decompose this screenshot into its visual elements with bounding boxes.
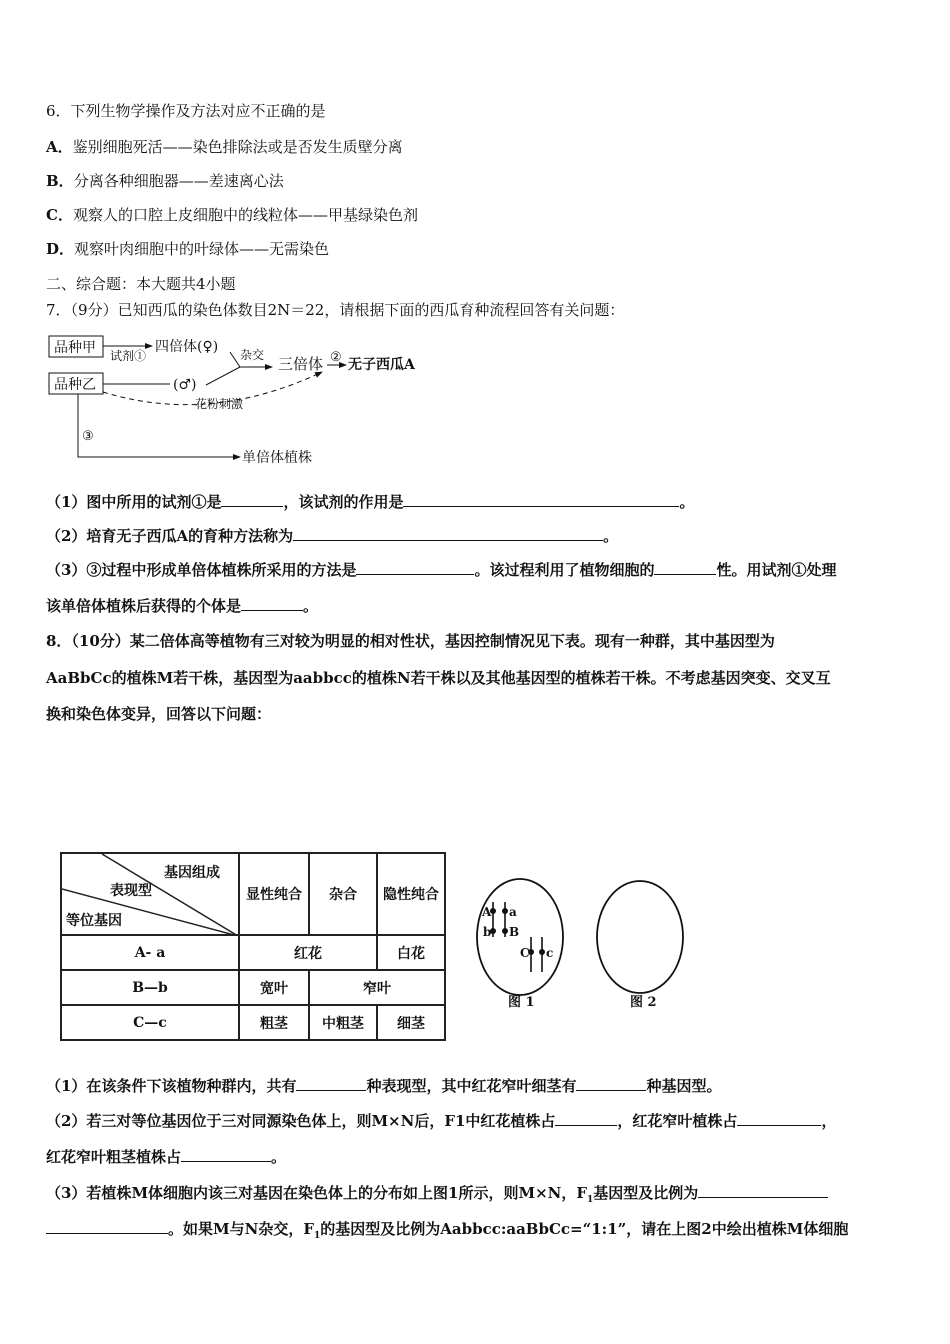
answer-blank[interactable] — [46, 1219, 168, 1234]
answer-blank[interactable] — [241, 596, 303, 611]
table-cell: 窄叶 — [309, 970, 445, 1005]
subscript: 1 — [313, 1231, 321, 1241]
q7-part3-cont — [46, 596, 318, 616]
answer-blank[interactable] — [576, 1076, 646, 1091]
breeding-flow-diagram — [40, 325, 460, 470]
answer-blank[interactable] — [356, 560, 474, 575]
text: 。该过程利用了植物细胞的 — [474, 561, 655, 579]
q8-part1 — [46, 1076, 721, 1096]
text: 。 — [271, 1148, 287, 1166]
q7-part2 — [46, 526, 618, 546]
answer-blank[interactable] — [654, 560, 716, 575]
gene-label: b — [483, 925, 492, 939]
q6-option-a — [46, 137, 403, 157]
gene-label: A — [482, 905, 492, 919]
text: （1）在该条件下该植物种群内，共有 — [46, 1077, 297, 1095]
answer-blank[interactable] — [737, 1111, 821, 1126]
q8-stem-1: 8．（10分）某二倍体高等植物有三对较为明显的相对性状，基因控制情况见下表。现有一种群，其中基因型为 — [46, 632, 775, 650]
variety-jia-label: 品种甲 — [54, 340, 96, 356]
gene-label: a — [509, 905, 517, 919]
text: 。如果M与N杂交，F — [168, 1220, 314, 1238]
answer-blank[interactable] — [181, 1147, 271, 1162]
q7-part1 — [46, 492, 694, 512]
text: （2）培育无子西瓜A的育种方法称为 — [46, 527, 294, 545]
answer-blank[interactable] — [293, 526, 603, 541]
text: 。 — [303, 597, 319, 615]
table-cell: 白花 — [377, 935, 445, 970]
seedless-label: 无子西瓜A — [348, 357, 415, 373]
cross-label: 杂交 — [240, 348, 265, 362]
step3-label: ③ — [82, 429, 94, 444]
text: 红花窄叶粗茎植株占 — [46, 1148, 182, 1166]
q7-stem: 7．（9分）已知西瓜的染色体数目2N＝22，请根据下面的西瓜育种流程回答有关问题： — [46, 301, 625, 319]
table-cell: A- a — [61, 935, 239, 970]
figure1-caption: 图 1 — [508, 995, 535, 1010]
subscript: 1 — [587, 1195, 594, 1205]
answer-blank[interactable] — [698, 1183, 828, 1198]
haploid-label: 单倍体植株 — [242, 450, 312, 466]
table-cell: 宽叶 — [239, 970, 309, 1005]
option-text: 观察人的口腔上皮细胞中的线粒体——甲基绿染色剂 — [72, 206, 418, 224]
table-cell: 红花 — [239, 935, 377, 970]
figure2-cell[interactable] — [597, 881, 683, 993]
table-row — [61, 935, 445, 970]
diagonal-header-cell — [61, 853, 239, 935]
q6-option-d — [46, 239, 329, 259]
q8-part3 — [46, 1183, 828, 1210]
column-header: 隐性纯合 — [377, 853, 445, 935]
option-text: 分离各种细胞器——差速离心法 — [73, 172, 284, 190]
text: 性。用试剂①处理 — [716, 561, 837, 579]
text: 。 — [679, 493, 695, 511]
option-text: 观察叶肉细胞中的叶绿体——无需染色 — [74, 240, 330, 258]
gene-label: c — [546, 946, 554, 960]
q8-part3-cont — [46, 1219, 848, 1246]
header-gene: 基因组成 — [164, 865, 220, 881]
chromosome-figures — [470, 875, 690, 1015]
male-label: (♂) — [173, 377, 197, 393]
q8-part2 — [46, 1111, 836, 1131]
answer-blank[interactable] — [555, 1111, 617, 1126]
gene-label: C — [520, 946, 530, 960]
text: 种基因型。 — [646, 1077, 722, 1095]
q6-option-b — [46, 171, 284, 191]
table-cell: B—b — [61, 970, 239, 1005]
q6-option-c — [46, 205, 418, 225]
table-cell: C—c — [61, 1005, 239, 1040]
table-row — [61, 1005, 445, 1040]
header-phenotype: 表现型 — [110, 883, 152, 899]
option-text: 鉴别细胞死活——染色排除法或是否发生质壁分离 — [72, 138, 403, 156]
column-header: 杂合 — [309, 853, 377, 935]
triploid-label: 三倍体 — [278, 355, 324, 373]
figure2-caption: 图 2 — [630, 995, 657, 1010]
answer-blank[interactable] — [403, 492, 679, 507]
text: ，该试剂的作用是 — [283, 493, 404, 511]
q8-stem-3: 换和染色体变异，回答以下问题： — [46, 705, 272, 723]
text: ，红花窄叶植株占 — [617, 1112, 738, 1130]
table-row — [61, 970, 445, 1005]
text: 的基因型及比例为Aabbcc:aaBbCc=“1:1”，请在上图2中绘出植株M体细胞 — [320, 1220, 849, 1238]
option-letter: C． — [46, 206, 73, 224]
option-letter: B． — [46, 172, 74, 190]
option-letter: A． — [46, 138, 73, 156]
header-allele: 等位基因 — [66, 913, 122, 929]
text: （3）若植株M体细胞内该三对基因在染色体上的分布如上图1所示，则M×N，F — [46, 1184, 588, 1202]
text: （3）③过程中形成单倍体植株所采用的方法是 — [46, 561, 357, 579]
table-cell: 细茎 — [377, 1005, 445, 1040]
text: 种表现型，其中红花窄叶细茎有 — [366, 1077, 577, 1095]
tetraploid-label: 四倍体(♀) — [155, 339, 219, 355]
line — [206, 367, 240, 385]
q7-part3 — [46, 560, 836, 580]
option-letter: D． — [46, 240, 75, 258]
text: 。 — [603, 527, 619, 545]
q8-part2-cont — [46, 1147, 286, 1167]
reagent-label: 试剂① — [110, 349, 147, 363]
gene-label: B — [509, 925, 520, 939]
answer-blank[interactable] — [221, 492, 283, 507]
q8-stem-2: AaBbCc的植株M若干株，基因型为aabbcc的植株N若干株以及其他基因型的植株若干株。不考虑基因突变、交叉互 — [46, 669, 831, 687]
gene-trait-table — [60, 852, 446, 1041]
q6-stem: 6．下列生物学操作及方法对应不正确的是 — [46, 102, 326, 120]
column-header: 显性纯合 — [239, 853, 309, 935]
text: 基因型及比例为 — [593, 1184, 699, 1202]
pollen-label: 花粉刺激 — [195, 397, 244, 411]
step2-label: ② — [330, 350, 342, 365]
section-heading: 二、综合题：本大题共4小题 — [46, 275, 236, 293]
table-cell: 中粗茎 — [309, 1005, 377, 1040]
answer-blank[interactable] — [296, 1076, 366, 1091]
text: 该单倍体植株后获得的个体是 — [46, 597, 242, 615]
table-cell: 粗茎 — [239, 1005, 309, 1040]
text: ， — [821, 1112, 837, 1130]
text: （2）若三对等位基因位于三对同源染色体上，则M×N后，F1中红花植株占 — [46, 1112, 556, 1130]
variety-yi-label: 品种乙 — [54, 377, 96, 393]
text: （1）图中所用的试剂①是 — [46, 493, 222, 511]
